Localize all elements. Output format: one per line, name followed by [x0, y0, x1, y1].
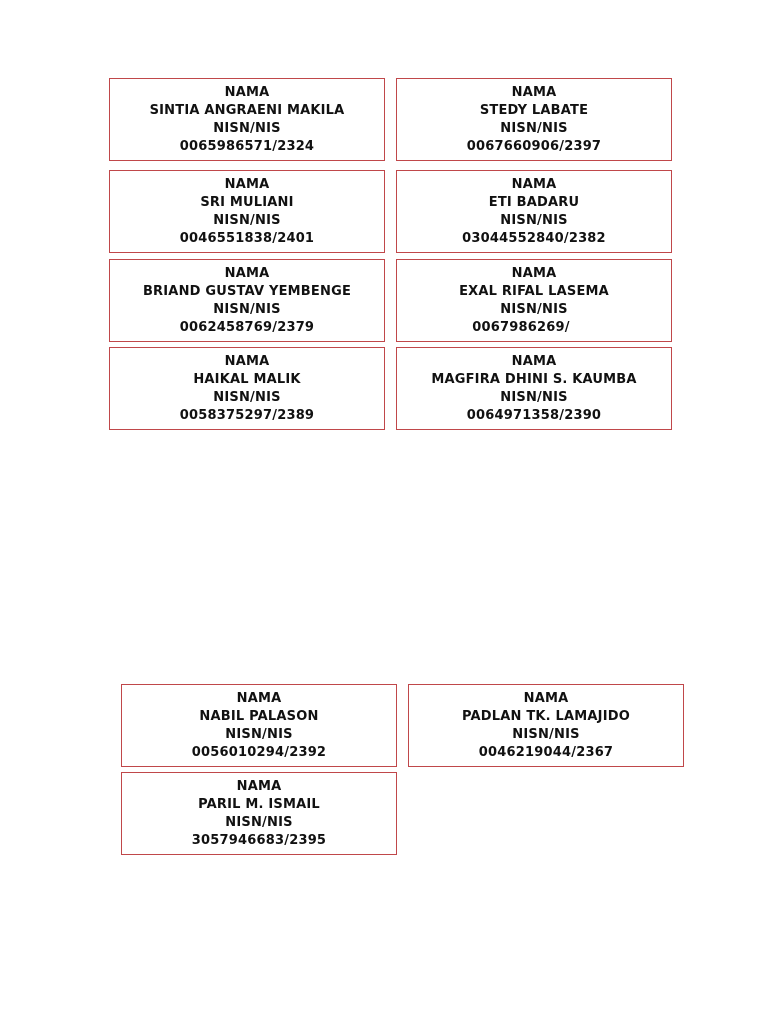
nisn-label: NISN/NIS [225, 815, 293, 830]
nisn-label: NISN/NIS [512, 727, 580, 742]
student-name: SRI MULIANI [200, 195, 294, 210]
student-name: ETI BADARU [488, 195, 580, 210]
student-name: SINTIA ANGRAENI MAKILA [149, 103, 345, 118]
name-label: NAMA [511, 266, 557, 281]
nisn-label: NISN/NIS [213, 213, 281, 228]
name-label: NAMA [236, 779, 282, 794]
student-card [408, 684, 684, 767]
name-label: NAMA [224, 85, 270, 100]
name-label: NAMA [523, 691, 569, 706]
student-card [109, 259, 385, 342]
nisn-value: 0046551838/2401 [179, 231, 315, 246]
name-label: NAMA [224, 354, 270, 369]
student-name: HAIKAL MALIK [193, 372, 301, 387]
student-name: STEDY LABATE [479, 103, 589, 118]
name-label: NAMA [511, 85, 557, 100]
student-card [121, 684, 397, 767]
student-name: PARIL M. ISMAIL [198, 797, 320, 812]
student-card [121, 772, 397, 855]
student-name: NABIL PALASON [199, 709, 319, 724]
student-card [109, 78, 385, 161]
student-card [396, 347, 672, 430]
student-name: MAGFIRA DHINI S. KAUMBA [431, 372, 637, 387]
nisn-value: 0067986269/ [472, 320, 570, 335]
student-name: PADLAN TK. LAMAJIDO [461, 709, 630, 724]
nisn-value: 0065986571/2324 [179, 139, 315, 154]
nisn-value: 0064971358/2390 [466, 408, 602, 423]
name-label: NAMA [236, 691, 282, 706]
nisn-label: NISN/NIS [213, 121, 281, 136]
student-card [396, 78, 672, 161]
nisn-value: 3057946683/2395 [191, 833, 327, 848]
student-name: BRIAND GUSTAV YEMBENGE [142, 284, 352, 299]
student-name: EXAL RIFAL LASEMA [459, 284, 609, 299]
nisn-label: NISN/NIS [500, 390, 568, 405]
student-card [396, 259, 672, 342]
nisn-value: 03044552840/2382 [462, 231, 606, 246]
nisn-label: NISN/NIS [213, 390, 281, 405]
nisn-label: NISN/NIS [225, 727, 293, 742]
student-card [396, 170, 672, 253]
nisn-value: 0062458769/2379 [179, 320, 315, 335]
name-label: NAMA [511, 177, 557, 192]
nisn-label: NISN/NIS [500, 121, 568, 136]
nisn-label: NISN/NIS [500, 213, 568, 228]
name-label: NAMA [224, 177, 270, 192]
nisn-value: 0058375297/2389 [179, 408, 315, 423]
student-card [109, 347, 385, 430]
nisn-value: 0046219044/2367 [478, 745, 614, 760]
student-card [109, 170, 385, 253]
nisn-label: NISN/NIS [500, 302, 568, 317]
name-label: NAMA [224, 266, 270, 281]
nisn-value: 0067660906/2397 [466, 139, 602, 154]
name-label: NAMA [511, 354, 557, 369]
nisn-value: 0056010294/2392 [191, 745, 327, 760]
nisn-label: NISN/NIS [213, 302, 281, 317]
